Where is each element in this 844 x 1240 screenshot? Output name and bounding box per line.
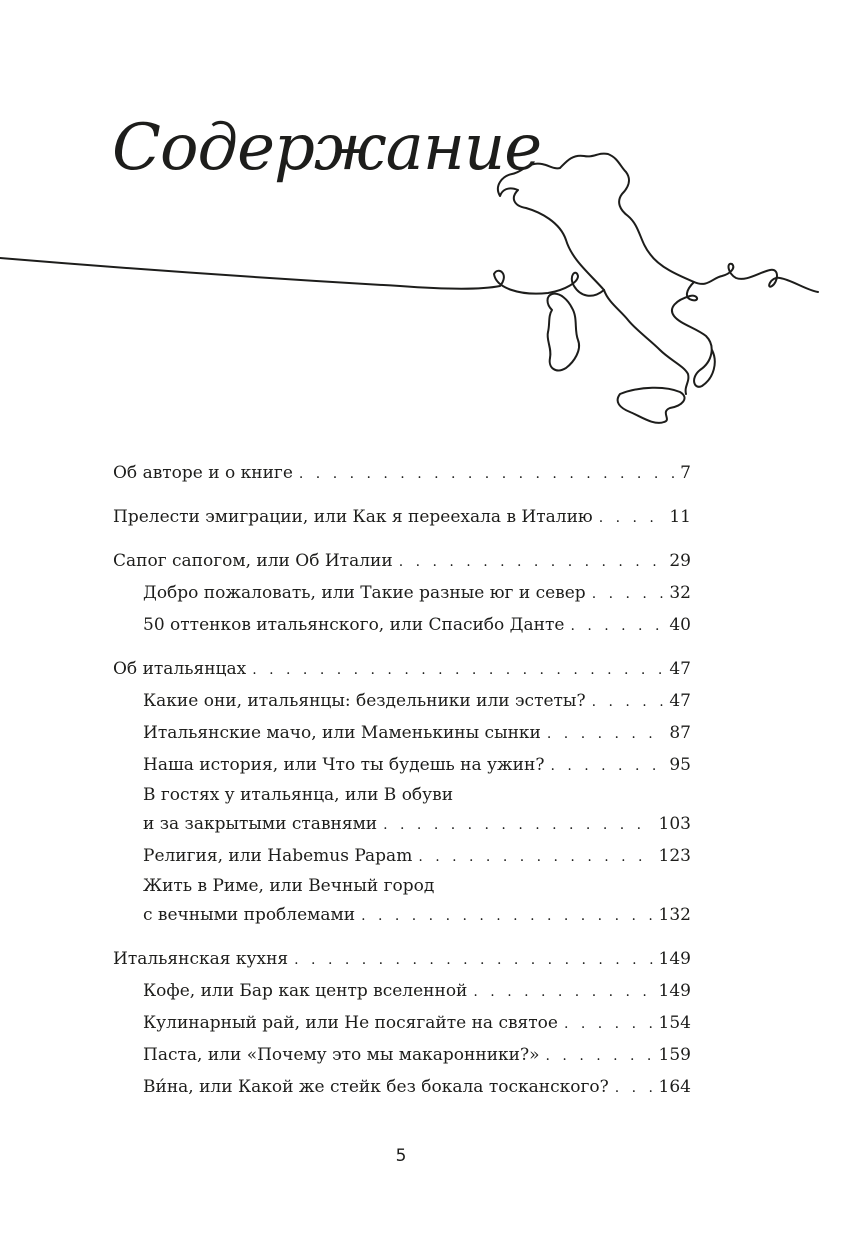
toc-entry-title: Жить в Риме, или Вечный город bbox=[143, 876, 435, 896]
toc-entry-page: 154 bbox=[658, 1013, 691, 1033]
toc-entry-title: Кулинарный рай, или Не посягайте на святое bbox=[143, 1013, 558, 1033]
italy-map-line-art-icon bbox=[0, 150, 844, 440]
toc-leader-dots bbox=[599, 503, 664, 534]
toc-entry-page: 164 bbox=[658, 1077, 691, 1097]
toc-entry-title: Кофе, или Бар как центр вселенной bbox=[143, 981, 468, 1001]
toc-entry-page: 95 bbox=[669, 755, 691, 775]
toc-entry-title-cont: с вечными проблемами bbox=[143, 905, 356, 925]
toc-leader-dots bbox=[615, 1073, 653, 1104]
toc-leader-dots bbox=[570, 611, 663, 642]
toc-entry-page: 87 bbox=[669, 723, 691, 743]
toc-leader-dots bbox=[399, 547, 664, 578]
toc-entry-title: Итальянская кухня bbox=[113, 949, 289, 969]
toc-leader-dots bbox=[473, 977, 652, 1008]
toc-entry[interactable] bbox=[113, 654, 691, 686]
toc-entry-page: 29 bbox=[669, 551, 691, 571]
toc-entry-title: Религия, или Habemus Papam bbox=[143, 846, 413, 866]
toc-leader-dots bbox=[592, 579, 664, 610]
toc-entry-page: 40 bbox=[669, 615, 691, 635]
toc-subentry[interactable] bbox=[113, 841, 691, 873]
toc-leader-dots bbox=[547, 719, 663, 750]
toc-entry-page: 149 bbox=[658, 981, 691, 1001]
toc-entry-title: Паста, или «Почему это мы макаронники?» bbox=[143, 1045, 540, 1065]
toc-subentry-line1[interactable] bbox=[113, 873, 691, 900]
toc-entry-title: В гостях у итальянца, или В обуви bbox=[143, 785, 454, 805]
toc-leader-dots bbox=[546, 1041, 653, 1072]
toc-entry-title: 50 оттенков итальянского, или Спасибо Данте bbox=[143, 615, 565, 635]
toc-subentry[interactable] bbox=[113, 1008, 691, 1040]
toc-group bbox=[113, 502, 691, 534]
toc-entry-title: Об авторе и о книге bbox=[113, 463, 293, 483]
toc-subentry[interactable] bbox=[113, 578, 691, 610]
toc-entry-title: Добро пожаловать, или Такие разные юг и север bbox=[143, 583, 586, 603]
toc-subentry[interactable] bbox=[113, 1072, 691, 1104]
toc-entry-page: 7 bbox=[680, 463, 691, 483]
toc-leader-dots bbox=[294, 945, 652, 976]
toc-entry-page: 123 bbox=[658, 846, 691, 866]
toc-entry-title-cont: и за закрытыми ставнями bbox=[143, 814, 378, 834]
toc-entry-title: Сапог сапогом, или Об Италии bbox=[113, 551, 393, 571]
table-of-contents bbox=[113, 458, 691, 1116]
toc-entry-title: Итальянские мачо, или Маменькины сынки bbox=[143, 723, 541, 743]
toc-subentry[interactable] bbox=[113, 1040, 691, 1072]
toc-entry-page: 47 bbox=[669, 659, 691, 679]
toc-group bbox=[113, 654, 691, 932]
toc-leader-dots bbox=[299, 459, 674, 490]
toc-entry-title: Ви́на, или Какой же стейк без бокала тосканского? bbox=[143, 1077, 609, 1097]
toc-leader-dots bbox=[550, 751, 663, 782]
toc-leader-dots bbox=[592, 687, 664, 718]
toc-entry[interactable] bbox=[113, 502, 691, 534]
toc-subentry[interactable] bbox=[113, 750, 691, 782]
toc-entry-page: 103 bbox=[658, 814, 691, 834]
page-number: 5 bbox=[395, 1146, 407, 1166]
toc-subentry[interactable] bbox=[113, 976, 691, 1008]
toc-subentry-line2[interactable] bbox=[113, 809, 691, 841]
toc-subentry[interactable] bbox=[113, 610, 691, 642]
toc-entry-page: 47 bbox=[669, 691, 691, 711]
toc-leader-dots bbox=[361, 901, 652, 932]
toc-entry-title: Наша история, или Что ты будешь на ужин? bbox=[143, 755, 545, 775]
toc-entry-page: 32 bbox=[669, 583, 691, 603]
toc-entry-title: Прелести эмиграции, или Как я переехала в Италию bbox=[113, 507, 593, 527]
toc-subentry[interactable] bbox=[113, 718, 691, 750]
toc-entry[interactable] bbox=[113, 944, 691, 976]
toc-subentry[interactable] bbox=[113, 686, 691, 718]
toc-group bbox=[113, 458, 691, 490]
toc-entry[interactable] bbox=[113, 458, 691, 490]
toc-group bbox=[113, 944, 691, 1104]
toc-entry-page: 149 bbox=[658, 949, 691, 969]
toc-leader-dots bbox=[383, 810, 652, 841]
toc-leader-dots bbox=[252, 655, 663, 686]
toc-entry-title: Об итальянцах bbox=[113, 659, 247, 679]
toc-entry[interactable] bbox=[113, 546, 691, 578]
toc-entry-page: 159 bbox=[658, 1045, 691, 1065]
toc-group bbox=[113, 546, 691, 642]
toc-subentry-line2[interactable] bbox=[113, 900, 691, 932]
toc-leader-dots bbox=[418, 842, 652, 873]
toc-entry-page: 11 bbox=[669, 507, 691, 527]
toc-subentry-line1[interactable] bbox=[113, 782, 691, 809]
toc-entry-page: 132 bbox=[658, 905, 691, 925]
toc-leader-dots bbox=[564, 1009, 653, 1040]
page-title: Содержание bbox=[112, 111, 542, 185]
toc-entry-title: Какие они, итальянцы: бездельники или эстеты? bbox=[143, 691, 586, 711]
